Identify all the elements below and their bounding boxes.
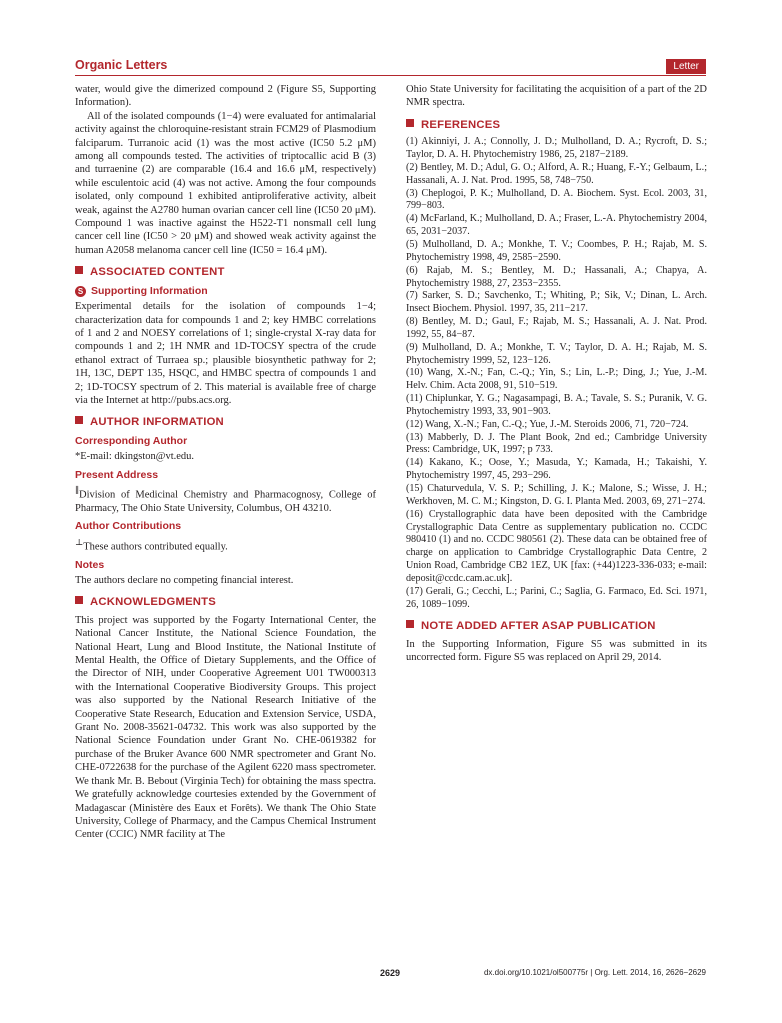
note-added-text: In the Supporting Information, Figure S5 was submitted in its uncorrected form. Figure S5 was replaced on April 29, 2014. [406, 638, 707, 664]
page-number: 2629 [380, 968, 401, 978]
reference-item: (13) Mabberly, D. J. The Plant Book, 2nd ed.; Cambridge University Press: Cambridge, UK, 1997; p 733. [406, 431, 707, 456]
reference-item: (3) Cheplogoi, P. K.; Mulholland, D. A. Biochem. Syst. Ecol. 2003, 31, 799−803. [406, 187, 707, 212]
reference-item: (8) Bentley, M. D.; Gaul, F.; Rajab, M. S.; Hassanali, A. J. Nat. Prod. 1992, 55, 84−87. [406, 316, 707, 340]
notes-heading: Notes [75, 558, 105, 571]
reference-item: (9) Mulholland, D. A.; Monkhe, T. V.; Taylor, D. A. H.; Rajab, M. S. Phytochemistry 1999, 52, 123−126. [406, 341, 707, 366]
supporting-information-heading[interactable]: S Supporting Information [75, 285, 376, 298]
reference-item: (7) Sarker, S. D.; Savchenko, T.; Whiting, P.; Sik, V.; Dinan, L. Arch. Insect Biochem. Physiol. 1997, 35, 211−217. [406, 290, 707, 315]
section-square-icon [75, 266, 83, 274]
reference-item: (11) Chiplunkar, Y. G.; Nagasampagi, B. A.; Tavale, S. S.; Puranik, V. G. Phytochemistry 1993, 33, 901−903. [406, 393, 707, 417]
section-associated-content: ASSOCIATED CONTENT [75, 266, 376, 279]
contribution-mark: ⊥ [75, 536, 84, 547]
section-note-added: NOTE ADDED AFTER ASAP PUBLICATION [406, 620, 707, 633]
acknowledgments-continued: Ohio State University for facilitating the acquisition of a part of the 2D NMR spectra. [406, 84, 707, 109]
section-author-information: AUTHOR INFORMATION [75, 416, 376, 429]
author-contributions-text: ⊥These authors contributed equally. [75, 536, 228, 553]
acknowledgments-text: This project was supported by the Fogarty International Center, the National Cancer Institute, the National Science Foundation, the National Heart, Lung and Blood Institute, the National Institute of Mental Health, the Office of Dietary Supplements, and the Office of the Director of NIH, under Cooperative Agreement U01 TW000313 with the International Cooperative Biodiversity Groups. This project was also supported by the National Research Initiative of the Cooperative State Research, Education and Extension Service, USDA, Grant No. 2008-35621-04732. This work was also supported by the National Science Foundation under Grant No. CHE-0619382 for purchase of the Bruker Avance 600 NMR spectrometer and Grant No. CHE-0722638 for the purchase of the Agilent 6220 mass spectrometer. We thank Mr. B. Bebout (Virginia Tech) for obtaining the mass spectra. We gratefully acknowledge courtesies extended by the Government of Madagascar (Ministère des Eaux et Forêts). We thank The Ohio State University, College of Pharmacy, and the Campus Chemical Instrument Center (CCIC) NMR facility at The [75, 614, 376, 841]
paragraph-bioactivity: All of the isolated compounds (1−4) were evaluated for antimalarial activity against the chloroquine-resistant strain FCM29 of Plasmodium falciparum. Turranoic acid (1) was the most active (IC50 5.2 μM) among all compounds tested. The activities of triptocallic acid B (3) and turraenine (2) are comparable (16.4 and 16.6 μM, respectively) while esculentoic acid (4) was not active. Among the four compounds isolated, only compound 1 exhibited antiproliferative activity, albeit weak, against the A2780 human ovarian cancer cell line (IC50 20 μM). Compound 1 was inactive against the H522-T1 nonsmall cell lung cancer cell line (IC50 > 20 μM) and showed weak activity against the human A2058 melanoma cancer cell line (IC50 = 16.4 μM). [75, 110, 376, 256]
section-square-icon [75, 596, 83, 604]
doi-citation[interactable]: dx.doi.org/10.1021/ol500775r | Org. Lett. 2014, 16, 2626−2629 [483, 968, 706, 977]
section-acknowledgments: ACKNOWLEDGMENTS [75, 596, 376, 609]
present-address-heading: Present Address [75, 468, 159, 481]
left-column [75, 83, 376, 842]
reference-item: (2) Bentley, M. D.; Adul, G. O.; Alford, A. R.; Huang, F.-Y.; Gelbaum, L.; Hassanali, A. J. Nat. Prod. 1995, 58, 748−750. [406, 161, 707, 186]
author-contributions-heading: Author Contributions [75, 520, 182, 533]
supporting-information-text: Experimental details for the isolation of compounds 1−4; characterization data for compounds 1 and 2; key HMBC correlations of 1 and 2 and NOESY correlations of 1; single-crystal X-ray data for compounds 1 and 2; 1H NMR and 1D-TOCSY spectra of the crude ethanol extract of Turraea sp.; plausible biosynthetic pathway for 2; 1H, 13C, DEPT 135, HSQC, and HMBC spectra of compounds 1 and 2; 1D-TOCSY spectrum of 2. This material is available free of charge via the Internet at http://pubs.acs.org. [75, 301, 376, 406]
reference-item: (16) Crystallographic data have been deposited with the Cambridge Crystallographic Data Centre as supplementary publication no. CCDC 980410 (1) and no. CCDC 980561 (2). These data can be obtained free of charge on application to Cambridge Crystallographic Data Centre, 2 Union Road, Cambridge CB2 1EZ, UK [fax: (+44)1223-336-033; e-mail: deposit@ccdc.cam.ac.uk]. [406, 508, 707, 584]
reference-item: (6) Rajab, M. S.; Bentley, M. D.; Hassanali, A.; Chapya, A. Phytochemistry 1988, 27, 2353−2355. [406, 264, 707, 289]
page-header [75, 57, 706, 75]
header-rule [75, 75, 706, 76]
section-square-icon [406, 119, 414, 127]
section-references: REFERENCES [406, 119, 707, 132]
supporting-info-icon: S [75, 286, 86, 297]
right-column [406, 83, 707, 665]
reference-item: (4) McFarland, K.; Mulholland, D. A.; Fraser, L.-A. Phytochemistry 2004, 65, 2031−2037. [406, 213, 707, 238]
reference-item: (10) Wang, X.-N.; Fan, C.-Q.; Yin, S.; Lin, L.-P.; Ding, J.; Yue, J.-M. Helv. Chim. Acta 2008, 91, 510−519. [406, 367, 707, 392]
reference-list [406, 136, 707, 611]
reference-item: (1) Akinniyi, J. A.; Connolly, J. D.; Mulholland, D. A.; Rycroft, D. S.; Taylor, D. A. H. Phytochemistry 1986, 25, 2187−2189. [406, 136, 707, 161]
journal-name: Organic Letters [75, 58, 168, 72]
section-square-icon [75, 416, 83, 424]
notes-text: The authors declare no competing financial interest. [75, 575, 294, 586]
section-square-icon [406, 620, 414, 628]
reference-item: (14) Kakano, K.; Oose, Y.; Masuda, Y.; Kamada, H.; Takaishi, Y. Phytochemistry 1997, 45, 293−296. [406, 457, 707, 482]
article-type-badge: Letter [666, 59, 706, 74]
reference-item: (12) Wang, X.-N.; Fan, C.-Q.; Yue, J.-M. Steroids 2006, 71, 720−724. [406, 418, 689, 430]
corresponding-author-heading: Corresponding Author [75, 434, 188, 447]
present-address-text: ∥Division of Medicinal Chemistry and Pharmacognosy, College of Pharmacy, The Ohio State University, Columbus, OH 43210. [75, 484, 376, 514]
reference-item: (15) Chaturvedula, V. S. P.; Schilling, J. K.; Malone, S.; Wisse, J. H.; Werkhoven, M. C. M.; Kingston, D. G. I. Planta Med. 2003, 69, 271−274. [406, 483, 707, 507]
present-address-mark: ∥ [75, 484, 80, 495]
corresponding-author-email[interactable]: *E-mail: dkingston@vt.edu. [75, 451, 195, 463]
reference-item: (17) Gerali, G.; Cecchi, L.; Parini, C.; Saglia, G. Farmaco, Ed. Sci. 1971, 26, 1089−1099. [406, 585, 707, 610]
reference-item: (5) Mulholland, D. A.; Monkhe, T. V.; Coombes, P. H.; Rajab, M. S. Phytochemistry 1998, 49, 2585−2590. [406, 238, 707, 263]
paragraph-dimer: water, would give the dimerized compound 2 (Figure S5, Supporting Information). [75, 84, 376, 109]
